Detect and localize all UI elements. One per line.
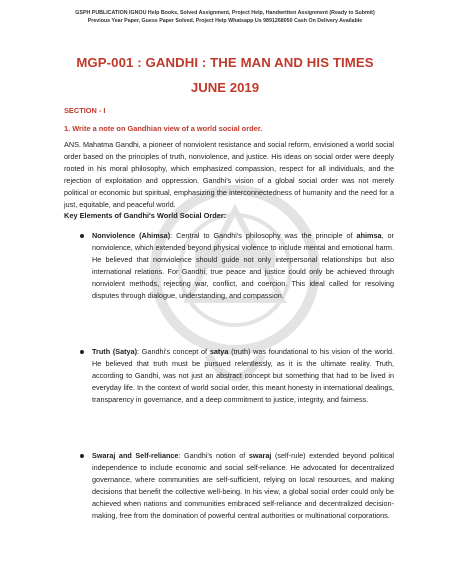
list-item-keyword: satya — [209, 347, 229, 356]
bullet-icon — [80, 234, 84, 238]
list-item-text: : Gandhi's concept of — [137, 347, 210, 356]
publisher-header — [20, 9, 430, 25]
list-item-nonviolence — [92, 230, 394, 301]
list-item-term: Nonviolence (Ahimsa) — [92, 231, 171, 240]
list-item-swaraj — [92, 450, 394, 521]
list-item-text: , or nonviolence, which extended beyond physical violence to include mental and emotional harm. He believed that nonviolence should guide not only interpersonal relationships but also international relations. For Gandhi, true peace and justice could only be achieved through nonviolent methods, rejecting war, conflict, and coercion. This ideal called for resolving disputes through dialogue, understanding, and compassion. — [92, 231, 394, 300]
list-item-keyword: swaraj — [248, 451, 272, 460]
session-title: JUNE 2019 — [190, 80, 260, 95]
answer-paragraph: ANS. Mahatma Gandhi, a pioneer of nonviolent resistance and social reform, envisioned a world social order based on the principles of truth, nonviolence, and justice. His ideas on social order were deeply rooted in his moral philosophy, which emphasized compassion, respect for all individuals, and the rejection of exploitation and oppression. Gandhi's vision of a global social order was not merely political or economic but spiritual, emphasizing the interconnectedness of humanity and the need for a just, equitable, and peaceful world. — [64, 140, 394, 209]
list-item-term: Swaraj and Self-reliance — [92, 451, 179, 460]
list-item-truth — [92, 346, 394, 406]
list-item-term: Truth (Satya) — [92, 347, 138, 356]
course-title: MGP-001 : GANDHI : THE MAN AND HIS TIMES — [76, 55, 374, 70]
section-label: SECTION - I — [64, 106, 106, 115]
bullet-icon — [80, 454, 84, 458]
list-item-text: (truth) was foundational to his vision of the world. He believed that truth must be pursued relentlessly, as it is the ultimate reality. Truth, according to Gandhi, was not just an abstract concept but something that had to be lived in everyday life. In the context of world social order, this meant honesty in international dealings, transparency in governance, and a deep commitment to justice, integrity, and fairness. — [92, 347, 394, 404]
header-line-2: Previous Year Paper, Guess Paper Solved, Project Help Whatsapp Us 9891268050 Cash On Delivery Available — [87, 18, 363, 24]
list-item-text: : Central to Gandhi's philosophy was the principle of — [170, 231, 357, 240]
header-line-1: GSPH PUBLICATION IGNOU Help Books, Solved Assignment, Project Help, Handwritten Assignment (Ready to Submit) — [75, 10, 375, 16]
key-elements-heading: Key Elements of Gandhi's World Social Order: — [64, 211, 227, 220]
list-item-keyword: ahimsa — [356, 231, 382, 240]
question-text: 1. Write a note on Gandhian view of a world social order. — [64, 124, 263, 133]
list-item-text: : Gandhi's notion of — [178, 451, 249, 460]
bullet-icon — [80, 350, 84, 354]
list-item-text: (self-rule) extended beyond political independence to include economic and social self-reliance. He advocated for decentralized governance, where communities are self-sufficient, relying on local resources, and making decisions that benefit the collective well-being. In his view, a global social order could only be achieved when nations and communities embraced self-reliance and decentralized decision-making, free from the domination of powerful central authorities or multinational corporations. — [92, 451, 394, 520]
